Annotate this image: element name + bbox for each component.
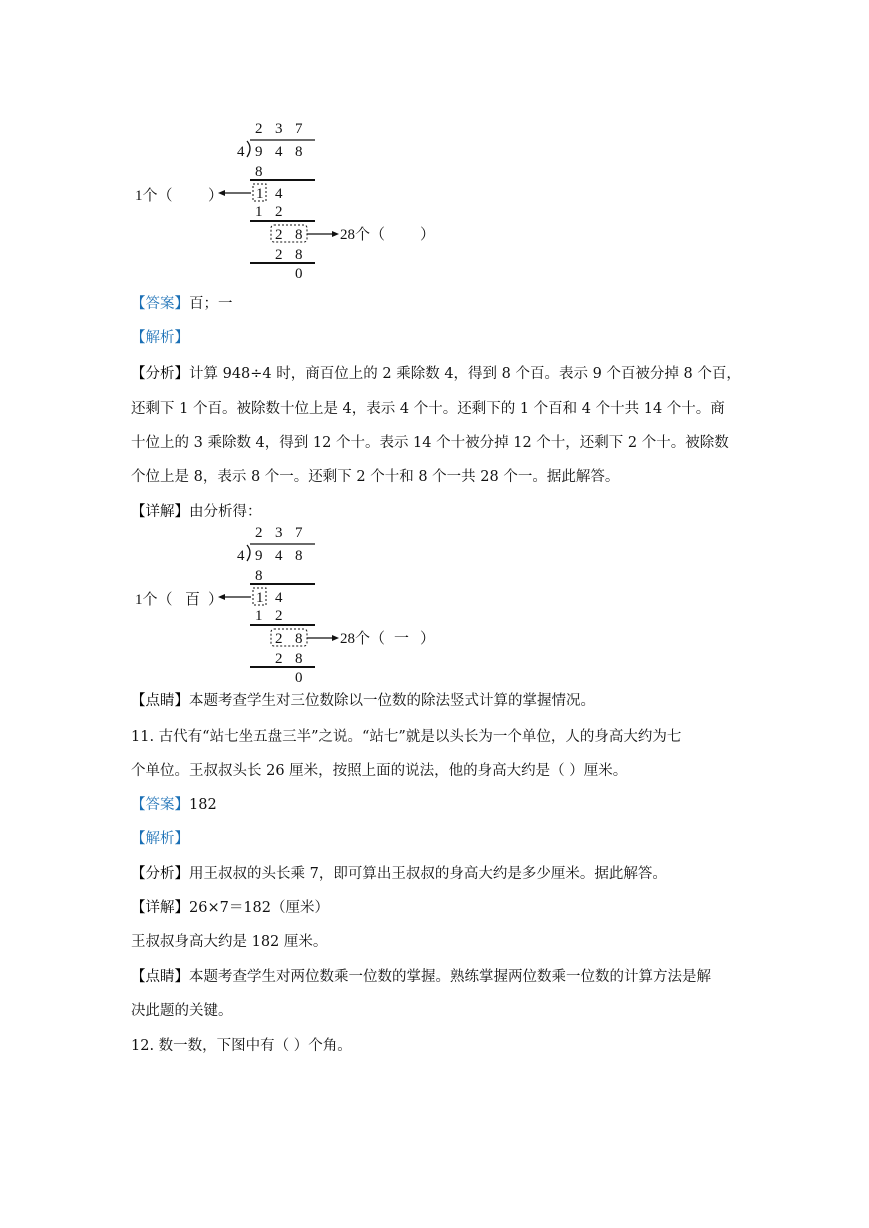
step-digit: 8	[255, 568, 263, 584]
dividend-digit: 8	[295, 144, 303, 160]
division-figure-filled	[130, 514, 450, 689]
dividend-digit: 8	[295, 548, 303, 564]
dividend-digit: 9	[255, 144, 263, 160]
answer-text: 182	[189, 797, 217, 813]
bracket-close: ）	[420, 631, 436, 647]
bracket-label: 28个（	[340, 227, 386, 243]
q11-analysis-line	[131, 864, 667, 884]
step-digit: 8	[255, 164, 263, 180]
quotient-digit: 3	[275, 121, 283, 137]
comment-line	[131, 691, 595, 711]
step-digit: 4	[275, 590, 283, 606]
comment-text: 本题考查学生对两位数乘一位数的掌握。熟练掌握两位数乘一位数的计算方法是解	[189, 969, 711, 985]
bracket-close: ）	[420, 227, 436, 243]
divisor: 4	[237, 548, 245, 564]
q11-result-line: 王叔叔身高大约是 182 厘米。	[131, 934, 328, 950]
boxed-digit: 2	[275, 227, 283, 243]
step-digit: 1	[255, 608, 263, 624]
division-bracket	[247, 141, 250, 157]
detail-tag: 【详解】	[131, 504, 189, 520]
bracket-fill: 百	[185, 592, 201, 608]
dividend-digit: 4	[275, 548, 283, 564]
q11-answer-line	[131, 795, 217, 815]
boxed-digit: 1	[256, 590, 264, 606]
step-digit: 2	[275, 204, 283, 220]
bracket-close: ）	[208, 188, 224, 204]
boxed-digit: 1	[256, 186, 264, 202]
bracket-label: 1个（	[135, 592, 173, 608]
step-digit: 4	[275, 186, 283, 202]
q11-analysis-heading: 【解析】	[131, 831, 189, 847]
quotient-digit: 2	[255, 121, 263, 137]
q11-comment-line	[131, 967, 711, 987]
bracket-close: ）	[208, 592, 224, 608]
boxed-digit: 8	[295, 227, 303, 243]
quotient-digit: 2	[255, 525, 263, 541]
comment-tag: 【点睛】	[131, 969, 189, 985]
remainder: 0	[295, 266, 303, 282]
comment-text: 本题考查学生对三位数除以一位数的除法竖式计算的掌握情况。	[189, 693, 595, 709]
question-11-line: 11. 古代有“站七坐五盘三半”之说。“站七”就是以头长为一个单位，人的身高大约为七	[131, 729, 682, 745]
detail-tag: 【详解】	[131, 900, 189, 916]
analysis-tag: 【分析】	[131, 866, 189, 882]
boxed-digit: 8	[295, 631, 303, 647]
comment-tag: 【点睛】	[131, 693, 189, 709]
arrow-head	[332, 231, 339, 237]
answer-tag: 【答案】	[131, 296, 189, 312]
step-digit: 2	[275, 608, 283, 624]
analysis-tag: 【分析】	[131, 366, 189, 382]
boxed-digit: 2	[275, 631, 283, 647]
analysis-text: 计算 948÷4 时，商百位上的 2 乘除数 4，得到 8 个百。表示 9 个百被分掉 8 个百，	[189, 366, 741, 382]
analysis-text: 用王叔叔的头长乘 7，即可算出王叔叔的身高大约是多少厘米。据此解答。	[189, 866, 667, 882]
quotient-digit: 3	[275, 525, 283, 541]
analysis-line: 十位上的 3 乘除数 4，得到 12 个十。表示 14 个十被分掉 12 个十，还剩下 2 个十。被除数	[131, 435, 729, 451]
analysis-line: 个位上是 8，表示 8 个一。还剩下 2 个十和 8 个一共 28 个一。据此解答。	[131, 469, 620, 485]
step-digit: 8	[295, 651, 303, 667]
dividend-digit: 4	[275, 144, 283, 160]
analysis-line: 还剩下 1 个百。被除数十位上是 4，表示 4 个十。还剩下的 1 个百和 4 个十共 14 个十。商	[131, 401, 725, 417]
step-digit: 2	[275, 247, 283, 263]
bracket-fill: 一	[394, 631, 410, 647]
arrow-head	[332, 635, 339, 641]
detail-text: 26×7＝182（厘米）	[189, 900, 330, 916]
q11-comment-line: 决此题的关键。	[131, 1003, 233, 1019]
quotient-digit: 7	[295, 525, 303, 541]
detail-text: 由分析得：	[189, 504, 262, 520]
answer-tag: 【答案】	[131, 797, 189, 813]
step-digit: 2	[275, 651, 283, 667]
quotient-digit: 7	[295, 121, 303, 137]
remainder: 0	[295, 670, 303, 686]
answer-text: 百；一	[189, 296, 233, 312]
step-digit: 1	[255, 204, 263, 220]
step-digit: 8	[295, 247, 303, 263]
analysis-line	[131, 364, 741, 384]
question-12-line: 12. 数一数，下图中有（ ）个角。	[131, 1038, 352, 1054]
bracket-label: 1个（	[135, 188, 173, 204]
divisor: 4	[237, 144, 245, 160]
question-11-line: 个单位。王叔叔头长 26 厘米，按照上面的说法，他的身高大约是（ ）厘米。	[131, 763, 628, 779]
bracket-label: 28个（	[340, 631, 386, 647]
division-figure-blank	[130, 110, 450, 285]
analysis-heading: 【解析】	[131, 330, 189, 346]
answer-line	[131, 294, 233, 314]
division-bracket	[247, 545, 250, 561]
q11-detail-line	[131, 898, 329, 918]
dividend-digit: 9	[255, 548, 263, 564]
